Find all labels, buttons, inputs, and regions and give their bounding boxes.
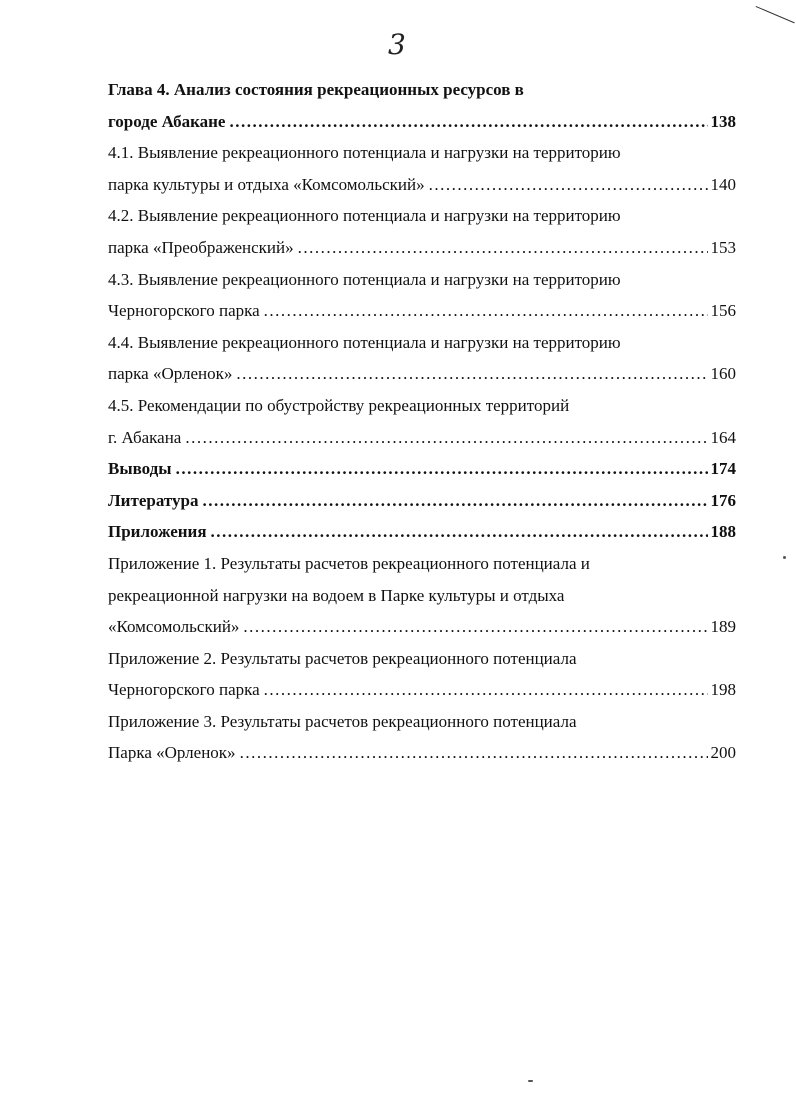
toc-appendices-title: Приложения (108, 522, 207, 542)
toc-appendix-2-entry (108, 674, 736, 706)
toc-appendix-1-page: 189 (710, 617, 736, 637)
toc-appendix-3-line1: Приложение 3. Результаты расчетов рекреационного потенциала (108, 711, 577, 731)
handwritten-page-number: 3 (388, 28, 406, 61)
toc-appendix-2-page: 198 (710, 680, 736, 700)
toc-appendix-1-line1: Приложение 1. Результаты расчетов рекреационного потенциала и (108, 553, 590, 573)
toc-section-4-2-page: 153 (710, 237, 736, 257)
toc-section-4-4-entry (108, 358, 736, 390)
toc-section-4-4-line1: 4.4. Выявление рекреационного потенциала и нагрузки на территорию (108, 332, 621, 352)
toc-appendix-3-entry (108, 737, 736, 769)
toc-conclusions-title: Выводы (108, 459, 172, 479)
toc-section-4-5-line2: г. Абакана (108, 427, 182, 447)
toc-literature-entry (108, 485, 736, 517)
dot-leader (429, 169, 708, 201)
dot-leader (202, 485, 707, 517)
toc-literature-title: Литература (108, 490, 199, 510)
toc-appendix-1-line2: рекреационной нагрузки на водоем в Парке культуры и отдыха (108, 585, 565, 605)
toc-section-4-1-line1: 4.1. Выявление рекреационного потенциала и нагрузки на территорию (108, 143, 621, 163)
dot-leader (176, 453, 708, 485)
dot-leader (211, 516, 708, 548)
dot-leader (240, 737, 708, 769)
pen-stroke-mark (750, 6, 795, 36)
toc-section-4-5-page: 164 (710, 427, 736, 447)
toc-chapter-4-title-line2: городе Абакане (108, 111, 226, 131)
toc-section-4-1-page: 140 (710, 174, 736, 194)
toc-chapter-4-page: 138 (710, 111, 736, 131)
toc-section-4-2-line2: парка «Преображенский» (108, 237, 294, 257)
toc-appendix-2-line2: Черногорского парка (108, 680, 260, 700)
dot-leader (185, 422, 707, 454)
toc-conclusions-entry (108, 453, 736, 485)
toc-appendix-3-line2: Парка «Орленок» (108, 743, 236, 763)
toc-appendices-page: 188 (710, 522, 736, 542)
dot-leader (236, 358, 707, 390)
dot-leader (243, 611, 707, 643)
toc-appendices-entry (108, 516, 736, 548)
toc-appendix-3-page: 200 (710, 743, 736, 763)
toc-chapter-4-title-line1: Глава 4. Анализ состояния рекреационных ресурсов в (108, 80, 524, 99)
toc-section-4-3-entry (108, 295, 736, 327)
toc-section-4-1-line2: парка культуры и отдыха «Комсомольский» (108, 174, 425, 194)
toc-literature-page: 176 (710, 490, 736, 510)
toc-section-4-2-entry (108, 232, 736, 264)
toc-section-4-1-entry (108, 169, 736, 201)
toc-appendix-1-entry (108, 611, 736, 643)
toc-section-4-5-line1: 4.5. Рекомендации по обустройству рекреационных территорий (108, 395, 570, 415)
toc-section-4-5-entry (108, 422, 736, 454)
toc-conclusions-page: 174 (710, 459, 736, 479)
dot-leader (298, 232, 708, 264)
toc-section-4-3-line2: Черногорского парка (108, 301, 260, 321)
dot-leader (264, 674, 708, 706)
table-of-contents (108, 74, 736, 769)
toc-appendix-2-line1: Приложение 2. Результаты расчетов рекреационного потенциала (108, 648, 577, 668)
toc-section-4-2-line1: 4.2. Выявление рекреационного потенциала и нагрузки на территорию (108, 206, 621, 226)
scan-speck (528, 1080, 533, 1082)
toc-section-4-4-page: 160 (710, 364, 736, 384)
toc-section-4-4-line2: парка «Орленок» (108, 364, 233, 384)
toc-chapter-4-entry (108, 106, 736, 138)
dot-leader (229, 106, 707, 138)
dot-leader (264, 295, 708, 327)
scan-speck (783, 556, 786, 559)
toc-section-4-3-page: 156 (710, 301, 736, 321)
toc-appendix-1-line3: «Комсомольский» (108, 617, 240, 637)
toc-section-4-3-line1: 4.3. Выявление рекреационного потенциала и нагрузки на территорию (108, 269, 621, 289)
